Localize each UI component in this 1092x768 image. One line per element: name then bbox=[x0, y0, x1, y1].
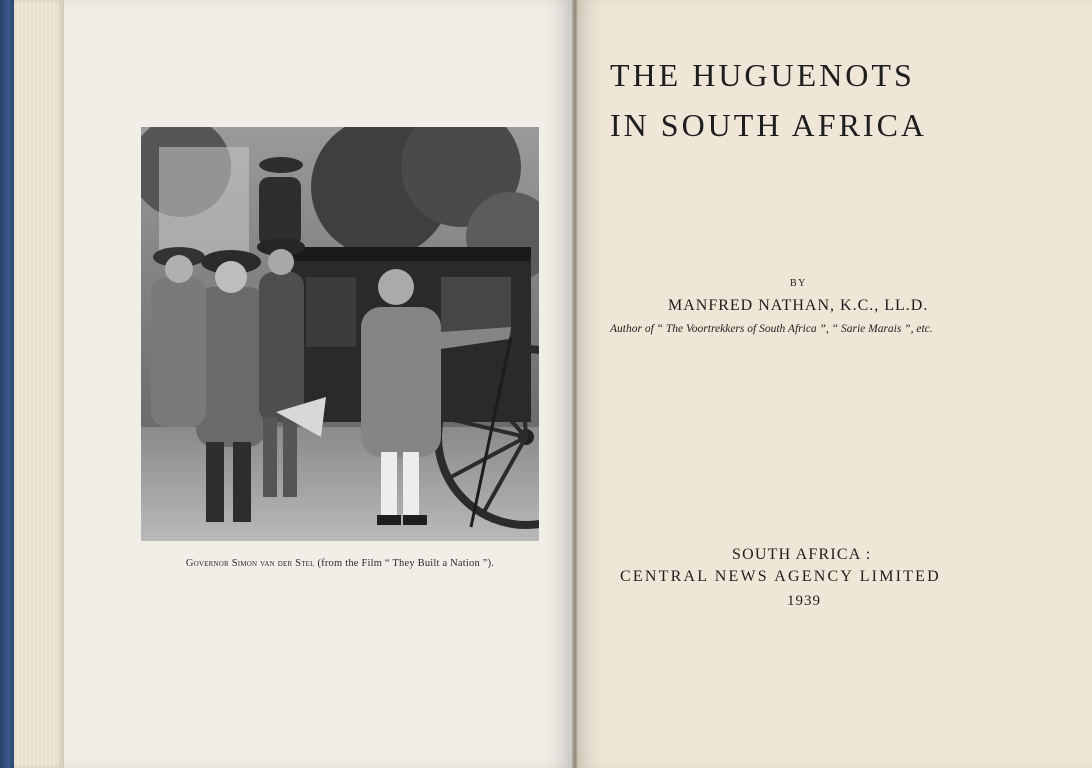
publication-year: 1939 bbox=[787, 593, 821, 609]
publication-place: SOUTH AFRICA : bbox=[732, 546, 872, 563]
caption-source: (from the Film “ They Built a Nation ”). bbox=[317, 558, 495, 569]
page-edges bbox=[14, 0, 64, 768]
frontispiece-photo bbox=[141, 127, 539, 541]
photo-caption bbox=[120, 558, 560, 569]
book-spine bbox=[0, 0, 14, 768]
title-line-2: IN SOUTH AFRICA bbox=[610, 107, 928, 143]
by-label: BY bbox=[790, 278, 807, 289]
film-still-illustration bbox=[141, 127, 539, 541]
caption-name: Governor Simon van der Stel bbox=[185, 558, 315, 569]
publisher-name: CENTRAL NEWS AGENCY LIMITED bbox=[620, 568, 941, 585]
book-title bbox=[610, 50, 1050, 150]
title-line-1: THE HUGUENOTS bbox=[610, 57, 915, 93]
author-name: MANFRED NATHAN, K.C., LL.D. bbox=[668, 297, 929, 314]
author-credits: Author of “ The Voortrekkers of South Africa ”, “ Sarie Marais ”, etc. bbox=[610, 323, 933, 335]
